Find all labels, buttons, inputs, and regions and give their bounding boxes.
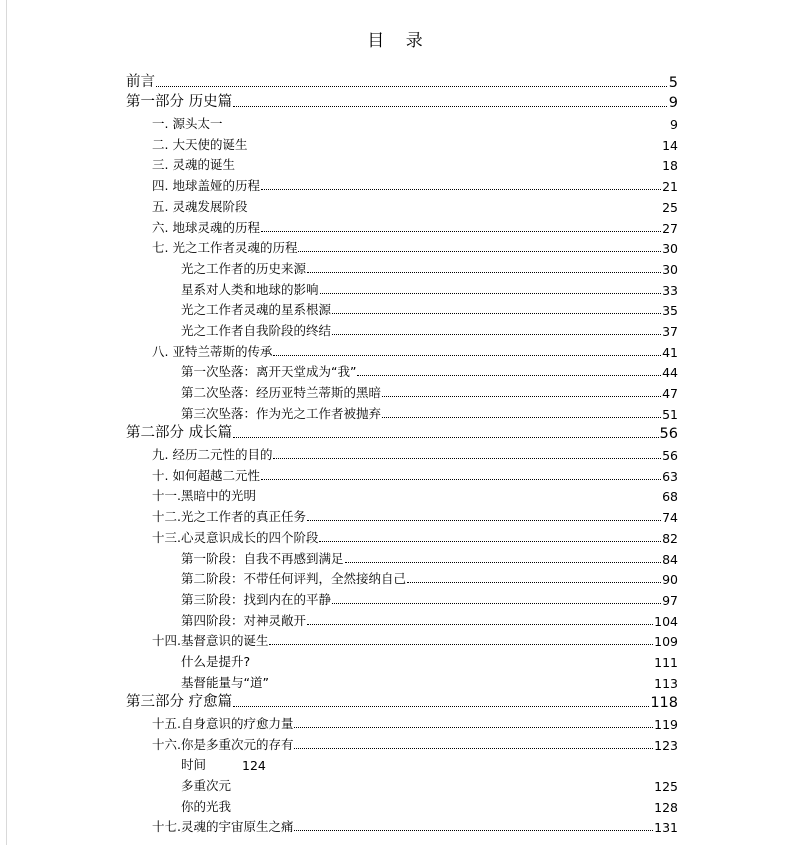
toc-entry[interactable] bbox=[0, 463, 798, 484]
toc-entry-label: 第二次坠落：经历亚特兰蒂斯的黑暗 bbox=[181, 385, 382, 400]
toc-entry-page-number: 82 bbox=[662, 530, 678, 546]
toc-dot-leader bbox=[294, 748, 653, 749]
toc-entry[interactable] bbox=[0, 815, 798, 836]
toc-entry-label: 第二部分 成长篇 bbox=[126, 425, 233, 442]
toc-entry-label: 十三.心灵意识成长的四个阶段 bbox=[152, 529, 319, 545]
toc-entry[interactable] bbox=[0, 422, 798, 443]
toc-dot-leader bbox=[320, 293, 662, 294]
toc-entry[interactable] bbox=[0, 442, 798, 463]
toc-dot-leader bbox=[294, 727, 653, 728]
toc-dot-leader bbox=[307, 624, 653, 625]
toc-entry-page-number: 119 bbox=[654, 717, 678, 732]
toc-entry[interactable] bbox=[0, 670, 798, 691]
toc-entry-label: 十五.自身意识的疗愈力量 bbox=[152, 716, 294, 731]
toc-entry-page-number: 125 bbox=[654, 779, 678, 795]
toc-dot-leader bbox=[345, 562, 662, 563]
toc-entry-page-number: 131 bbox=[654, 820, 678, 836]
toc-entry[interactable] bbox=[0, 360, 798, 381]
toc-entry[interactable] bbox=[0, 711, 798, 732]
toc-entry-page-number: 5 bbox=[668, 74, 678, 91]
toc-entry-page-number: 30 bbox=[662, 241, 678, 257]
toc-entry[interactable] bbox=[0, 608, 798, 629]
toc-entry[interactable] bbox=[0, 111, 798, 132]
toc-entry[interactable] bbox=[0, 318, 798, 339]
toc-entry-page-number: 74 bbox=[662, 510, 678, 526]
toc-entry[interactable] bbox=[0, 753, 798, 774]
toc-entry-label: 十四.基督意识的诞生 bbox=[152, 633, 269, 649]
toc-entry-label: 基督能量与“道” bbox=[181, 674, 269, 690]
table-of-contents bbox=[0, 70, 798, 835]
toc-entry-page-number: 30 bbox=[662, 261, 678, 277]
toc-dot-leader bbox=[357, 375, 661, 376]
toc-entry-label: 三. 灵魂的诞生 bbox=[152, 157, 235, 173]
toc-entry[interactable] bbox=[0, 649, 798, 670]
toc-entry-page-number: 9 bbox=[670, 117, 678, 133]
toc-entry-page-number: 68 bbox=[662, 489, 678, 505]
toc-entry[interactable] bbox=[0, 153, 798, 174]
toc-entry[interactable] bbox=[0, 173, 798, 194]
toc-entry-label: 光之工作者灵魂的星系根源 bbox=[181, 302, 332, 318]
toc-entry[interactable] bbox=[0, 504, 798, 525]
toc-entry-page-number: 33 bbox=[662, 282, 678, 298]
toc-entry-page-number: 41 bbox=[662, 344, 678, 360]
toc-entry[interactable] bbox=[0, 401, 798, 422]
toc-entry-page-number: 44 bbox=[662, 365, 678, 381]
toc-entry-label: 十六.你是多重次元的存有 bbox=[152, 736, 294, 752]
toc-entry-label: 前言 bbox=[126, 73, 155, 90]
toc-entry-page-number: 97 bbox=[662, 592, 678, 608]
toc-entry[interactable] bbox=[0, 215, 798, 236]
toc-entry-label: 一. 源头太一 bbox=[152, 116, 223, 132]
toc-entry[interactable] bbox=[0, 567, 798, 588]
toc-dot-leader bbox=[307, 272, 661, 273]
toc-entry-page-number: 51 bbox=[662, 406, 678, 422]
toc-entry-label: 十一.黑暗中的光明 bbox=[152, 488, 256, 504]
toc-entry-page-number: 27 bbox=[662, 220, 678, 236]
toc-dot-leader bbox=[233, 106, 667, 107]
toc-dot-leader bbox=[382, 396, 661, 397]
toc-dot-leader bbox=[332, 603, 661, 604]
toc-entry-page-number: 124 bbox=[242, 758, 266, 774]
toc-dot-leader bbox=[382, 417, 661, 418]
toc-entry-label: 星系对人类和地球的影响 bbox=[181, 281, 319, 297]
toc-dot-leader bbox=[307, 520, 661, 521]
toc-entry-page-number: 118 bbox=[650, 695, 678, 712]
toc-entry-label: 光之工作者自我阶段的终结 bbox=[181, 322, 332, 338]
toc-entry-label: 二. 大天使的诞生 bbox=[152, 136, 248, 152]
toc-entry-label: 八. 亚特兰蒂斯的传承 bbox=[152, 343, 273, 359]
toc-dot-leader bbox=[332, 313, 661, 314]
toc-entry-label: 第二阶段：不带任何评判，全然接纳自己 bbox=[181, 571, 407, 587]
toc-dot-leader bbox=[298, 251, 661, 252]
toc-entry-page-number: 35 bbox=[662, 303, 678, 319]
toc-entry[interactable] bbox=[0, 691, 798, 712]
toc-entry[interactable] bbox=[0, 380, 798, 401]
toc-entry[interactable] bbox=[0, 339, 798, 360]
toc-entry[interactable] bbox=[0, 91, 798, 112]
toc-entry[interactable] bbox=[0, 484, 798, 505]
toc-entry-label: 第三次坠落：作为光之工作者被抛弃 bbox=[181, 405, 382, 421]
toc-dot-leader bbox=[269, 644, 653, 645]
toc-entry-label: 五. 灵魂发展阶段 bbox=[152, 198, 248, 214]
toc-entry-page-number: 113 bbox=[654, 675, 678, 691]
toc-dot-leader bbox=[332, 334, 661, 335]
toc-entry-label: 十. 如何超越二元性 bbox=[152, 467, 260, 483]
toc-entry[interactable] bbox=[0, 794, 798, 815]
toc-entry[interactable] bbox=[0, 132, 798, 153]
toc-entry[interactable] bbox=[0, 194, 798, 215]
toc-entry[interactable] bbox=[0, 629, 798, 650]
toc-entry-label: 时间 bbox=[181, 757, 207, 773]
toc-entry[interactable] bbox=[0, 256, 798, 277]
toc-entry-label: 十七.灵魂的宇宙原生之痛 bbox=[152, 819, 294, 835]
toc-dot-leader bbox=[273, 458, 661, 459]
toc-entry-page-number: 47 bbox=[662, 386, 678, 401]
toc-entry-page-number: 37 bbox=[662, 323, 678, 339]
toc-entry[interactable] bbox=[0, 298, 798, 319]
toc-entry-page-number: 84 bbox=[662, 551, 678, 567]
toc-entry-page-number: 104 bbox=[654, 613, 678, 629]
toc-entry-page-number: 90 bbox=[662, 572, 678, 588]
toc-entry-label: 第四阶段：对神灵敞开 bbox=[181, 612, 307, 628]
toc-entry-page-number: 9 bbox=[668, 95, 678, 112]
toc-entry[interactable] bbox=[0, 525, 798, 546]
toc-entry-label: 第一阶段：自我不再感到满足 bbox=[181, 550, 344, 566]
toc-entry-page-number: 21 bbox=[662, 179, 678, 195]
toc-entry[interactable] bbox=[0, 773, 798, 794]
toc-entry-label: 什么是提升? bbox=[181, 653, 251, 669]
toc-dot-leader bbox=[273, 355, 661, 356]
toc-dot-leader bbox=[233, 437, 658, 438]
toc-entry-label: 光之工作者的历史来源 bbox=[181, 260, 307, 276]
toc-entry-label: 第三阶段：找到内在的平静 bbox=[181, 591, 332, 607]
toc-dot-leader bbox=[319, 541, 661, 542]
toc-entry-label: 六. 地球灵魂的历程 bbox=[152, 219, 260, 235]
toc-entry-page-number: 56 bbox=[659, 426, 678, 443]
toc-dot-leader bbox=[156, 86, 667, 87]
toc-entry-label: 第一部分 历史篇 bbox=[126, 94, 233, 111]
toc-entry[interactable] bbox=[0, 546, 798, 567]
toc-entry[interactable] bbox=[0, 732, 798, 753]
toc-entry-label: 第三部分 疗愈篇 bbox=[126, 694, 233, 711]
toc-dot-leader bbox=[294, 830, 653, 831]
toc-entry[interactable] bbox=[0, 70, 798, 91]
toc-entry-page-number: 109 bbox=[654, 634, 678, 650]
toc-entry-label: 七. 光之工作者灵魂的历程 bbox=[152, 240, 298, 256]
toc-entry[interactable] bbox=[0, 236, 798, 257]
toc-title: 目 录 bbox=[367, 31, 431, 51]
toc-entry-page-number: 56 bbox=[662, 448, 678, 464]
toc-entry-label: 九. 经历二元性的目的 bbox=[152, 447, 273, 463]
toc-entry-label: 四. 地球盖娅的历程 bbox=[152, 178, 260, 194]
toc-entry-label: 十二.光之工作者的真正任务 bbox=[152, 509, 306, 525]
toc-dot-leader bbox=[407, 582, 661, 583]
toc-entry[interactable] bbox=[0, 277, 798, 298]
toc-entry-page-number: 18 bbox=[662, 158, 678, 174]
toc-entry[interactable] bbox=[0, 587, 798, 608]
toc-entry-page-number: 63 bbox=[662, 468, 678, 484]
toc-entry-label: 第一次坠落：离开天堂成为“我” bbox=[181, 364, 357, 380]
toc-entry-page-number: 111 bbox=[654, 654, 678, 670]
toc-dot-leader bbox=[261, 231, 661, 232]
toc-entry-page-number: 25 bbox=[662, 199, 678, 215]
toc-dot-leader bbox=[261, 479, 661, 480]
toc-entry-label: 你的光我 bbox=[181, 798, 232, 814]
toc-dot-leader bbox=[233, 706, 649, 707]
toc-entry-page-number: 14 bbox=[662, 137, 678, 153]
toc-entry-label: 多重次元 bbox=[181, 778, 232, 794]
toc-dot-leader bbox=[261, 189, 661, 190]
toc-entry-page-number: 123 bbox=[654, 737, 678, 753]
toc-entry-page-number: 128 bbox=[654, 799, 678, 815]
